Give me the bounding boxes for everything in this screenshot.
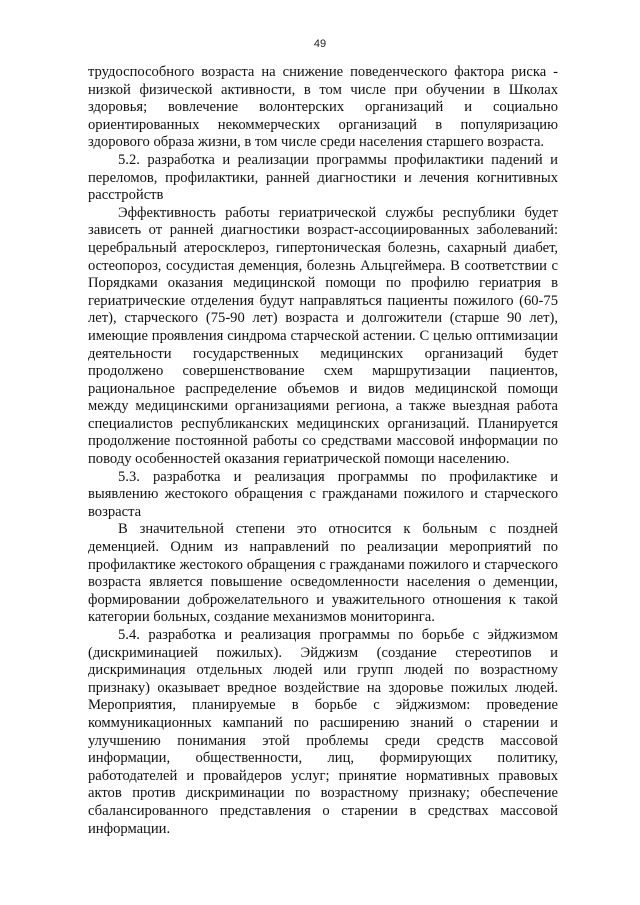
paragraph-geriatric-service: Эффективность работы гериатрической службы республики будет зависеть от ранней диагностики возраст-ассоциированных заболеваний: церебральный атеросклероз, гипертоническая болезнь, сахарный диабет, остеопороз, сосудистая деменция, болезнь Альцгеймера. В соответствии с Порядками оказания медицинской помощи по профилю гериатрия в гериатрические отделения будут направляться пациенты пожилого (60-75 лет), старческого (75-90 лет) возраста и долгожители (старше 90 лет), имеющие проявления синдрома старческой астении. С целью оптимизации деятельности государственных медицинских организаций будет продолжено совершенствование схем маршрутизации пациентов, рациональное распределение объемов и видов медицинской помощи между медицинскими организациями региона, а также выездная работа специалистов республиканских медицинских организаций. Планируется продолжение постоянной работы со средствами массовой информации по поводу особенностей оказания гериатрической помощи населению. [88,204,558,468]
section-5-4-ageism: 5.4. разработка и реализация программы по борьбе с эйджизмом (дискриминацией пожилых). Эйджизм (создание стереотипов и дискриминация отдельных людей или групп людей по возрастному признаку) оказывает вредное воздействие на здоровье пожилых людей. Мероприятия, планируемые в борьбе с эйджизмом: проведение коммуникационных кампаний по расширению знаний о старении и улучшению понимания этой проблемы среди средств массовой информации, общественности, лиц, формирующих политику, работодателей и провайдеров услуг; принятие нормативных правовых актов против дискриминации по возрастному признаку; обеспечение сбалансированного представления о старении в средствах массовой информации. [88,627,558,837]
page-number: 49 [313,38,327,50]
paragraph-dementia: В значительной степени это относится к больным с поздней деменцией. Одним из направлений по реализации мероприятий по профилактике жестокого обращения с гражданами пожилого и старческого возраста является повышение осведомленности населения о деменции, формировании доброжелательного и уважительного отношения к такой категории больных, создание механизмов мониторинга. [88,521,558,626]
paragraph-continuation: трудоспособного возраста на снижение поведенческого фактора риска - низкой физической активности, в том числе при обучении в Школах здоровья; вовлечение волонтерских организаций и социально ориентированных некоммерческих организаций в популяризацию здорового образа жизни, в том числе среди населения старшего возраста. [88,64,558,151]
section-heading-5-2: 5.2. разработка и реализации программы профилактики падений и переломов, профилактики, ранней диагностики и лечения когнитивных расстройств [88,151,558,204]
section-heading-5-3: 5.3. разработка и реализация программы по профилактике и выявлению жестокого обращения с гражданами пожилого и старческого возраста [88,468,558,520]
document-body [88,64,558,838]
